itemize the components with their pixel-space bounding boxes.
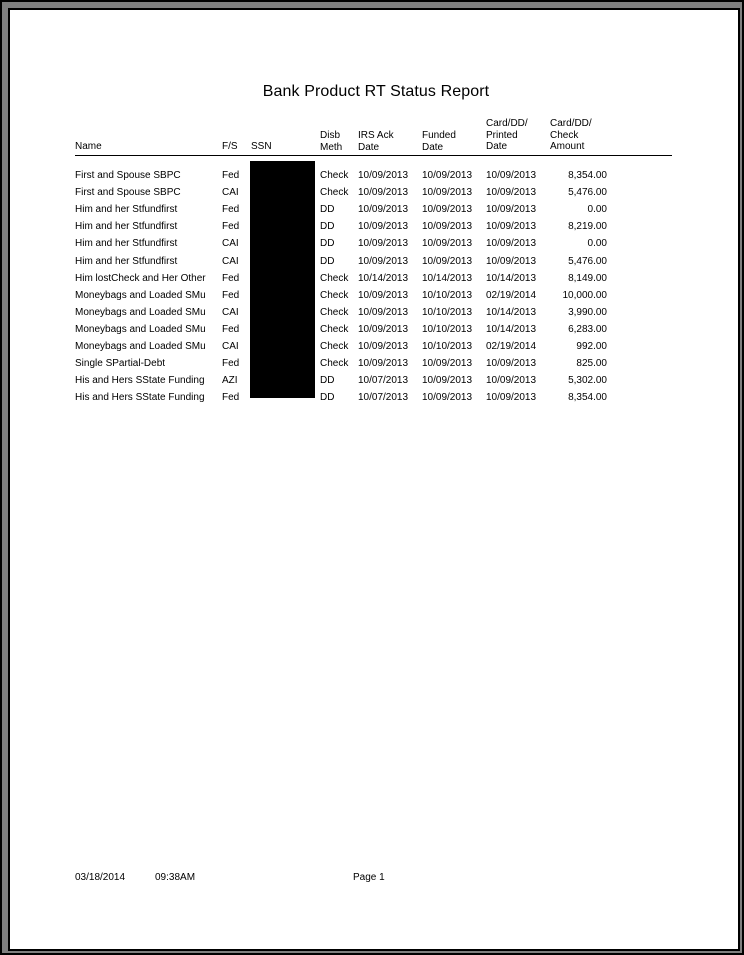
- cell-fs: Fed: [222, 358, 240, 370]
- cell-printed-date: 10/09/2013: [486, 204, 537, 216]
- table-row: [10, 238, 742, 255]
- cell-irs-ack-date: 10/09/2013: [358, 187, 409, 199]
- cell-disb-meth: Check: [320, 323, 349, 335]
- cell-disb-meth: Check: [320, 289, 349, 301]
- table-row: [10, 375, 742, 392]
- cell-name: Him and her Stfundfirst: [75, 204, 178, 216]
- cell-name: Him and her Stfundfirst: [75, 221, 178, 233]
- cell-fs: Fed: [222, 392, 240, 404]
- column-header-card-check-amount: Card/DD/ Check Amount: [550, 118, 592, 152]
- cell-name: First and Spouse SBPC: [75, 187, 181, 199]
- table-row: [10, 341, 742, 358]
- cell-irs-ack-date: 10/09/2013: [358, 341, 409, 352]
- cell-name: Moneybags and Loaded SMu: [75, 341, 206, 352]
- cell-funded-date: 10/10/2013: [422, 341, 473, 352]
- cell-disb-meth: Check: [320, 272, 349, 284]
- cell-name: Moneybags and Loaded SMu: [75, 306, 206, 318]
- cell-irs-ack-date: 10/09/2013: [358, 238, 409, 250]
- cell-name: Moneybags and Loaded SMu: [75, 323, 206, 335]
- ssn-redaction-block: [250, 161, 315, 398]
- cell-printed-date: 02/19/2014: [486, 289, 537, 301]
- cell-name: First and Spouse SBPC: [75, 170, 181, 181]
- cell-printed-date: 02/19/2014: [486, 341, 537, 352]
- cell-disb-meth: DD: [320, 375, 335, 387]
- cell-disb-meth: Check: [320, 170, 349, 181]
- cell-irs-ack-date: 10/07/2013: [358, 375, 409, 387]
- table-row: [10, 273, 742, 290]
- column-header-irs-ack-date: IRS Ack Date: [358, 130, 394, 153]
- table-row: [10, 187, 742, 204]
- header-divider: [75, 155, 672, 156]
- cell-printed-date: 10/09/2013: [486, 392, 537, 404]
- cell-amount: 8,219.00: [568, 221, 607, 233]
- cell-disb-meth: DD: [320, 221, 335, 233]
- cell-disb-meth: Check: [320, 187, 349, 199]
- cell-funded-date: 10/09/2013: [422, 392, 473, 404]
- cell-irs-ack-date: 10/09/2013: [358, 323, 409, 335]
- table-row: [10, 290, 742, 307]
- cell-amount: 992.00: [576, 341, 607, 352]
- cell-funded-date: 10/10/2013: [422, 323, 473, 335]
- cell-name: His and Hers SState Funding: [75, 375, 205, 387]
- cell-funded-date: 10/09/2013: [422, 170, 473, 181]
- cell-amount: 5,302.00: [568, 375, 607, 387]
- cell-fs: Fed: [222, 170, 240, 181]
- column-header-disb-meth: Disb Meth: [320, 130, 343, 153]
- cell-irs-ack-date: 10/09/2013: [358, 255, 409, 267]
- cell-amount: 8,354.00: [568, 392, 607, 404]
- table-row: [10, 170, 742, 187]
- footer-time: 09:38AM: [155, 872, 196, 883]
- cell-funded-date: 10/09/2013: [422, 255, 473, 267]
- cell-printed-date: 10/14/2013: [486, 272, 537, 284]
- cell-irs-ack-date: 10/09/2013: [358, 358, 409, 370]
- cell-disb-meth: Check: [320, 341, 349, 352]
- cell-fs: AZI: [222, 375, 238, 387]
- cell-irs-ack-date: 10/07/2013: [358, 392, 409, 404]
- cell-fs: CAI: [222, 341, 239, 352]
- cell-funded-date: 10/10/2013: [422, 289, 473, 301]
- cell-irs-ack-date: 10/14/2013: [358, 272, 409, 284]
- cell-funded-date: 10/09/2013: [422, 375, 473, 387]
- cell-amount: 10,000.00: [562, 289, 607, 301]
- cell-name: Him and her Stfundfirst: [75, 255, 178, 267]
- cell-fs: Fed: [222, 221, 240, 233]
- cell-printed-date: 10/09/2013: [486, 187, 537, 199]
- cell-funded-date: 10/09/2013: [422, 187, 473, 199]
- cell-printed-date: 10/09/2013: [486, 238, 537, 250]
- table-row: [10, 392, 742, 409]
- column-header-fs: F/S: [222, 141, 238, 152]
- cell-fs: Fed: [222, 272, 240, 284]
- cell-fs: Fed: [222, 323, 240, 335]
- cell-amount: 6,283.00: [568, 323, 607, 335]
- cell-fs: CAI: [222, 238, 239, 250]
- report-page: [8, 8, 740, 951]
- table-row: [10, 324, 742, 341]
- cell-fs: CAI: [222, 306, 239, 318]
- cell-disb-meth: Check: [320, 358, 349, 370]
- cell-funded-date: 10/10/2013: [422, 306, 473, 318]
- cell-name: Him lostCheck and Her Other: [75, 272, 206, 284]
- cell-name: His and Hers SState Funding: [75, 392, 205, 404]
- cell-amount: 3,990.00: [568, 306, 607, 318]
- table-row: [10, 358, 742, 375]
- cell-name: Single SPartial-Debt: [75, 358, 166, 370]
- cell-printed-date: 10/09/2013: [486, 255, 537, 267]
- column-header-card-printed-date: Card/DD/ Printed Date: [486, 118, 528, 152]
- cell-fs: Fed: [222, 204, 240, 216]
- cell-disb-meth: DD: [320, 392, 335, 404]
- cell-irs-ack-date: 10/09/2013: [358, 306, 409, 318]
- footer-page: Page 1: [353, 872, 385, 883]
- cell-amount: 8,354.00: [568, 170, 607, 181]
- cell-funded-date: 10/09/2013: [422, 238, 473, 250]
- cell-printed-date: 10/09/2013: [486, 170, 537, 181]
- cell-fs: CAI: [222, 187, 239, 199]
- table-row: [10, 256, 742, 273]
- cell-name: Him and her Stfundfirst: [75, 238, 178, 250]
- column-header-name: Name: [75, 141, 102, 152]
- cell-irs-ack-date: 10/09/2013: [358, 221, 409, 233]
- footer-date: 03/18/2014: [75, 872, 126, 883]
- cell-amount: 0.00: [587, 238, 607, 250]
- cell-printed-date: 10/14/2013: [486, 323, 537, 335]
- cell-disb-meth: DD: [320, 238, 335, 250]
- column-header-funded-date: Funded Date: [422, 130, 456, 153]
- cell-printed-date: 10/09/2013: [486, 375, 537, 387]
- report-title: Bank Product RT Status Report: [262, 83, 490, 100]
- table-row: [10, 221, 742, 238]
- cell-name: Moneybags and Loaded SMu: [75, 289, 206, 301]
- cell-funded-date: 10/09/2013: [422, 221, 473, 233]
- cell-funded-date: 10/14/2013: [422, 272, 473, 284]
- cell-printed-date: 10/09/2013: [486, 221, 537, 233]
- cell-funded-date: 10/09/2013: [422, 204, 473, 216]
- cell-amount: 5,476.00: [568, 187, 607, 199]
- cell-amount: 825.00: [576, 358, 607, 370]
- cell-amount: 5,476.00: [568, 255, 607, 267]
- cell-fs: Fed: [222, 289, 240, 301]
- table-row: [10, 204, 742, 221]
- cell-disb-meth: DD: [320, 255, 335, 267]
- cell-disb-meth: DD: [320, 204, 335, 216]
- column-header-ssn: SSN: [251, 141, 272, 152]
- cell-printed-date: 10/14/2013: [486, 306, 537, 318]
- cell-disb-meth: Check: [320, 306, 349, 318]
- cell-irs-ack-date: 10/09/2013: [358, 170, 409, 181]
- cell-amount: 0.00: [587, 204, 607, 216]
- cell-irs-ack-date: 10/09/2013: [358, 289, 409, 301]
- cell-fs: CAI: [222, 255, 239, 267]
- cell-amount: 8,149.00: [568, 272, 607, 284]
- cell-funded-date: 10/09/2013: [422, 358, 473, 370]
- cell-printed-date: 10/09/2013: [486, 358, 537, 370]
- table-row: [10, 307, 742, 324]
- cell-irs-ack-date: 10/09/2013: [358, 204, 409, 216]
